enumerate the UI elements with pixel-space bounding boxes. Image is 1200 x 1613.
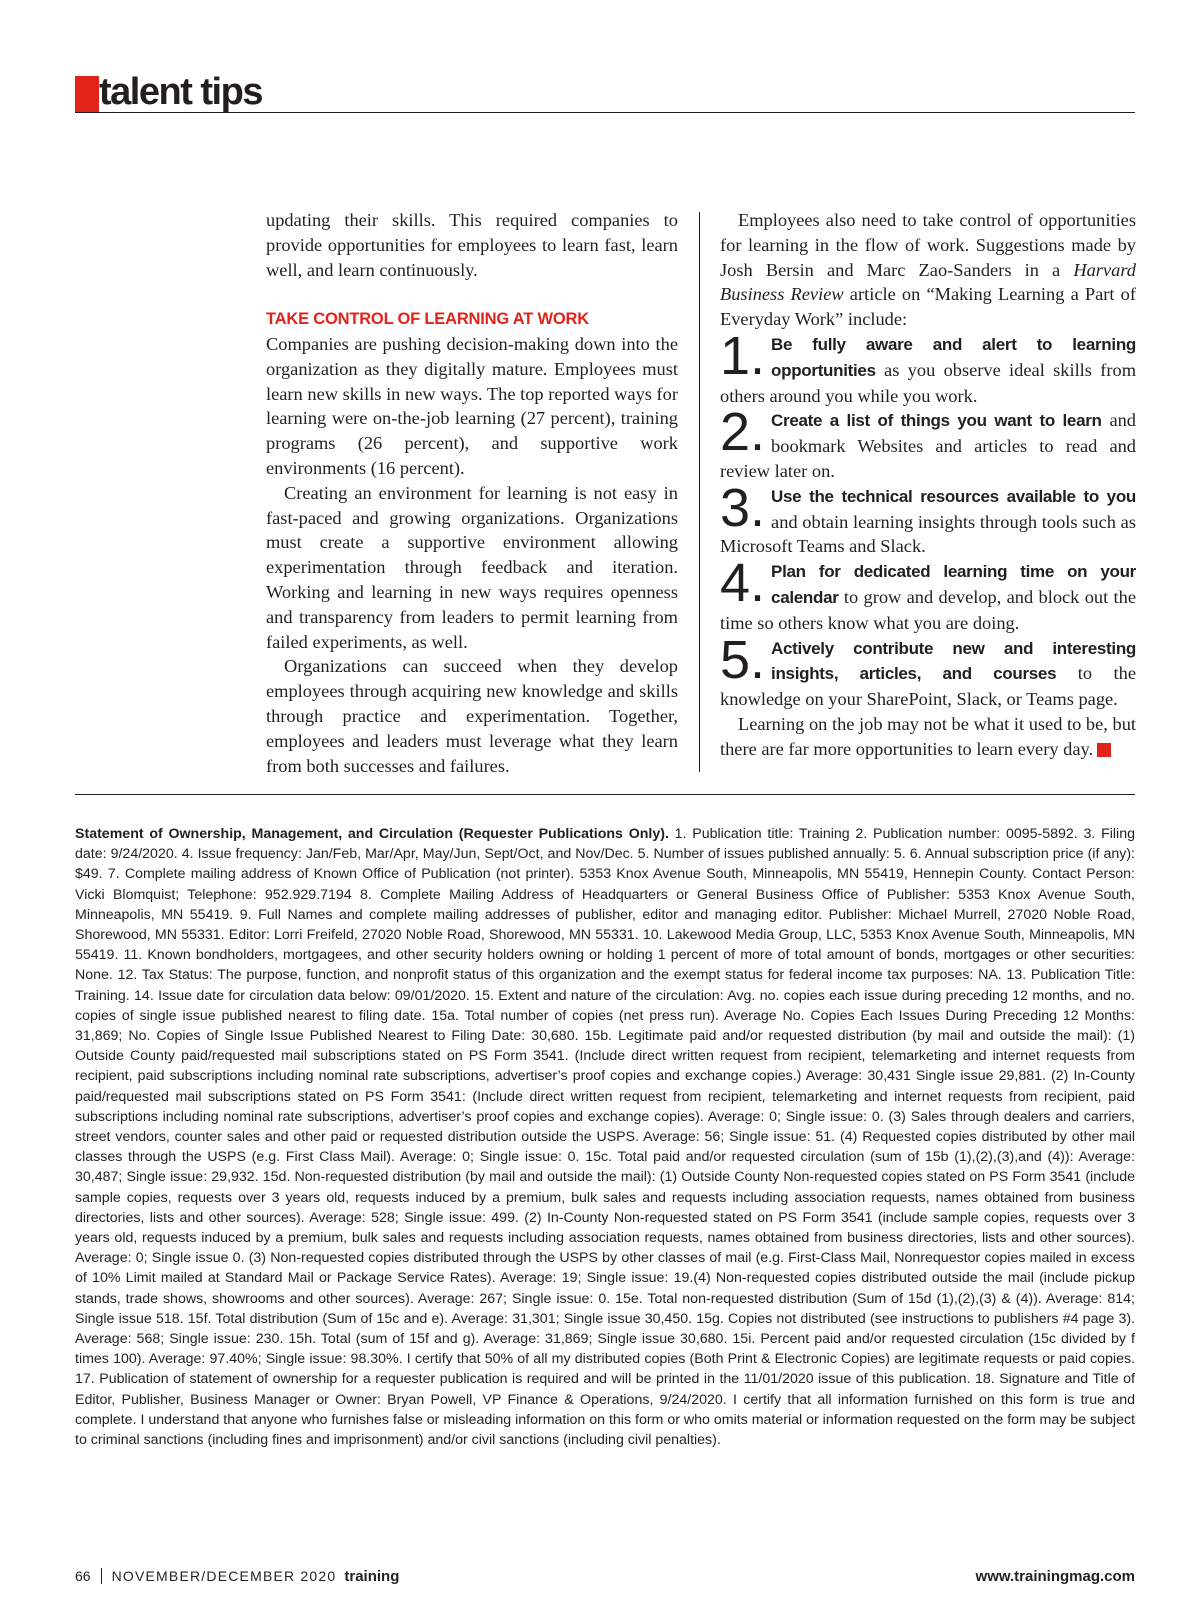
closing-paragraph: [720, 712, 1136, 762]
issue-date: NOVEMBER/DECEMBER 2020: [111, 1568, 337, 1584]
tip-number: 4.: [720, 553, 766, 614]
website-url: www.trainingmag.com: [975, 1568, 1135, 1585]
tip-number: 3.: [720, 477, 766, 538]
magazine-name: training: [344, 1568, 400, 1585]
publication-name: Harvard Business Review: [720, 259, 1136, 305]
tip-number: 2.: [720, 402, 766, 463]
tip-text: as you observe ideal skills from others around you while you work.: [720, 359, 1136, 406]
tip-number: 5.: [720, 629, 766, 690]
tip-text: and obtain learning insights through tools such as Microsoft Teams and Slack.: [720, 511, 1136, 557]
intro-text: Employees also need to take control of opportunities for learning in the flow of work. Suggestions made by Josh Bersin and Marc Zao-Sanders in a: [720, 210, 1136, 280]
tip-bold-text: Be fully aware and alert to learning opportunities: [771, 334, 1136, 380]
end-mark-icon: t: [1097, 743, 1111, 757]
tip-item: [720, 553, 1136, 635]
tip-text: to the knowledge on your SharePoint, Slack, or Teams page.: [720, 663, 1136, 710]
tip-text: to grow and develop, and block out the time so others know what you are doing.: [720, 586, 1136, 633]
intro-text: article on “Making Learning a Part of Everyday Work” include:: [720, 284, 1137, 330]
tip-item: [720, 325, 1136, 408]
section-heading: TAKE CONTROL OF LEARNING AT WORK: [266, 310, 589, 329]
page-footer: [75, 1568, 1135, 1592]
ownership-statement: [75, 824, 1135, 1450]
section-title: talent tips: [99, 71, 262, 113]
right-column: [720, 208, 1136, 762]
paragraph: Creating an environment for learning is not easy in fast-paced and growing organizations. Organizations must create a supportive environment allowing experimentation through feedback and iteration. Working and learning in new ways requires openness and transparency from leaders to permit learning from failed experiments, as well.: [266, 482, 678, 652]
column-divider: [699, 212, 700, 772]
tip-item: [720, 477, 1136, 559]
tip-bold-text: Use the technical resources available to you: [771, 486, 1136, 506]
tip-bold-text: Actively contribute new and interesting insights, articles, and courses: [771, 638, 1136, 684]
tip-item: [720, 402, 1136, 483]
horizontal-rule: [75, 794, 1135, 795]
paragraph: updating their skills. This required companies to provide opportunities for employees to learn fast, learn well, and learn continuously.: [266, 210, 678, 280]
paragraph: Companies are pushing decision-making down into the organization as they digitally mature. Employees must learn new skills in new ways. The top reported ways for learning were on-the-job learning (27 percent), training programs (26 percent), and supportive work environments (16 percent).: [266, 333, 678, 478]
tip-text: and bookmark Websites and articles to read and review later on.: [720, 410, 1136, 481]
closing-text: Learning on the job may not be what it used to be, but there are far more opportunities to learn every day.: [720, 713, 1136, 759]
footer-divider: [101, 1568, 102, 1584]
page-number: 66: [75, 1568, 91, 1584]
footer-left: [75, 1568, 399, 1585]
left-column: [266, 208, 678, 778]
header-red-block: [75, 76, 99, 112]
section-header: [75, 71, 1135, 113]
tip-number: 1.: [720, 325, 766, 386]
statement-lead: Statement of Ownership, Management, and Circulation (Requester Publications Only).: [75, 826, 669, 842]
paragraph: Organizations can succeed when they develop employees through acquiring new knowledge and skills through practice and experimentation. Together, employees and leaders must leverage what they learn from both successes and failures.: [266, 656, 678, 776]
tip-item: [720, 629, 1136, 712]
tip-bold-text: Plan for dedicated learning time on your calendar: [771, 562, 1136, 607]
statement-body: 1. Publication title: Training 2. Publication number: 0095-5892. 3. Filing date: 9/24/2020. 4. Issue frequency: Jan/Feb, Mar/Apr, May/Jun, Sept/Oct, and Nov/Dec. 5. Number of issues published annually: 5. 6. Annual subscription price (if any): $49. 7. Complete mailing address of Known Office of Publication (not printer). 5353 Knox Avenue South, Minneapolis, MN 55419, Hennepin County. Contact Person: Vicki Blomquist; Telephone: 952.929.7194 8. Complete Mailing Address of Headquarters or General Business Office of Publisher: 5353 Knox Avenue South, Minneapolis, MN 55419. 9. Full Names and complete mailing addresses of publisher, editor and managing editor. Publisher: Michael Murrell, 27020 Noble Road, Shorewood, MN 55331. Editor: Lorri Freifeld, 27020 Noble Road, Shorewood, MN 55331. 10. Lakewood Media Group, LLC, 5353 Knox Avenue South, Minneapolis, MN 55419. 11. Known bondholders, mortgagees, and other security holders owning or holding 1 percent of more of total amount of bonds, mortgages or other securities: None. 12. Tax Status: The purpose, function, and nonprofit status of this organization and the exempt status for federal income tax purposes: NA. 13. Publication Title: Training. 14. Issue date for circulation data below: 09/01/2020. 15. Extent and nature of the circulation: Avg. no. copies each issue during preceding 12 months, and no. copies of single issue published nearest to filing date. 15a. Total number of copies (net press run). Average No. Copies Each Issues During Preceding 12 Months: 31,869; No. Copies of Single Issue Published Nearest to Filing Date: 30,680. 15b. Legitimate paid and/or requested distribution (by mail and outside the mail): (1) Outside County paid/requested mail subscriptions stated on PS Form 3541. (Include direct written request from recipient, telemarketing and internet requests from recipient, paid subscriptions including nominal rate subscriptions, advertiser’s proof copies and exchange copies.) Average: 30,431 Single issue 29,881. (2) In-County paid/requested mail subscriptions stated on PS Form 3541: (Include direct written request from recipient, telemarketing and internet requests from recipient, paid subscriptions including nominal rate subscriptions, advertiser’s proof copies and exchange copies). Average: 0; Single issue: 0. (3) Sales through dealers and carriers, street vendors, counter sales and other paid or requested distribution outside the USPS. Average: 56; Single issue: 51. (4) Requested copies distributed by other mail classes through the USPS (e.g. First Class Mail). Average: 0; Single issue: 0. 15c. Total paid and/or requested circulation (sum of 15b (1),(2),(3),and (4)): Average: 30,487; Single issue: 29,932. 15d. Non-requested distribution (by mail and outside the mail): (1) Outside County Non-requested copies stated on PS Form 3541 (include sample copies, requests over 3 years old, requests induced by a premium, bulk sales and requests including association requests, names obtained from business directories, lists and other sources). Average: 528; Single issue: 499. (2) In-County Non-requested stated on PS Form 3541 (include sample copies, requests over 3 years old, requests induced by a premium, bulk sales and requests including association requests, names obtained from business directories, lists and other sources). Average: 0; Single issue 0. (3) Non-requested copies distributed through the USPS by other classes of mail (e.g. First-Class Mail, Nonrequestor copies mailed in excess of 10% Limit mailed at Standard Mail or Package Service Rates). Average: 19; Single issue: 19.(4) Non-requested copies distributed outside the mail (include pickup stands, trade shows, showrooms and other sources). Average: 267; Single issue: 0. 15e. Total non-requested distribution (Sum of 15d (1),(2),(3) & (4)). Average: 814; Single issue 518. 15f. Total distribution (Sum of 15c and e). Average: 31,301; Single issue 30,450. 15g. Copies not distributed (see instructions to publishers #4 page 3). Average: 568; Single issue: 230. 15h. Total (sum of 15f and g). Average: 31,869; Single issue 30,680. 15i. Percent paid and/or requested circulation (15c divided by f times 100). Average: 97.40%; Single issue: 98.30%. I certify that 50% of all my distributed copies (Both Print & Electronic Copies) are legitimate requests or paid copies. 17. Publication of statement of ownership for a requester publication is required and will be printed in the 11/01/2020 issue of this publication. 18. Signature and Title of Editor, Publisher, Business Manager or Owner: Bryan Powell, VP Finance & Operations, 9/24/2020. I certify that all information furnished on this form is true and complete. I understand that anyone who furnishes false or misleading information on this form or who omits material or information requested on the form may be subject to criminal sanctions (including fines and imprisonment) and/or civil sanctions (including civil penalties).: [75, 826, 1135, 1449]
intro-paragraph: [720, 208, 1136, 332]
tip-bold-text: Create a list of things you want to learn: [771, 411, 1102, 431]
